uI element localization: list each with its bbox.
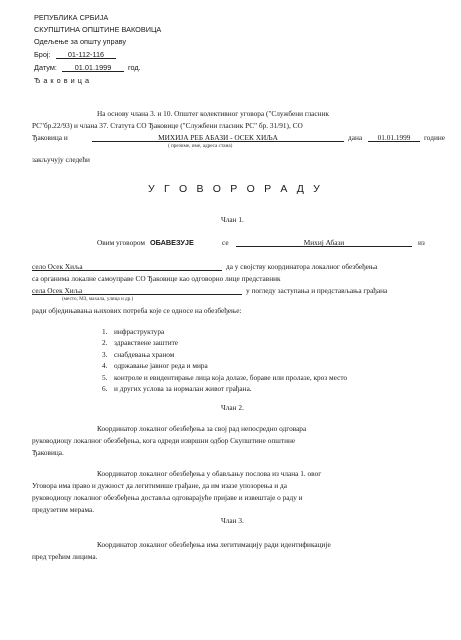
header-city: Ђ а к о в и ц а xyxy=(34,76,90,85)
article-1-heading: Члан 1. xyxy=(221,215,244,224)
article-1-represented-place: села Осек Хиља xyxy=(32,287,242,295)
intro-line-3-end: године xyxy=(424,133,446,142)
article-1-p1-rest: да у својству координатора локалног обезбеђења xyxy=(226,262,378,271)
intro-caption: ( презиме, име, адреса стана) xyxy=(168,143,233,149)
article-2-p2-line-2: Уговора има право и дужност да легитимише грађане, да им изазе упозорења и да xyxy=(32,481,287,490)
header-date-value: 01.01.1999 xyxy=(62,64,124,72)
article-1-se: се xyxy=(222,238,229,247)
article-1-obligation: ОБАВЕЗУЈЕ xyxy=(150,238,194,247)
article-2-p2-line-3: руководиоцу локалног обезбеђења доставља одговарајуће пријаве и извештаје о раду и xyxy=(32,493,303,502)
list-item: 4. одржавање јавног реда и мира xyxy=(102,361,208,371)
header-number-label: Број: xyxy=(34,50,51,59)
article-2-p1-line-1: Координатор локалног обезбеђења за свој рад непосредно одговара xyxy=(97,424,307,433)
article-1-p4: ради обједињавања њихових потреба које се односе на обезбеђење: xyxy=(32,306,242,315)
article-1-p1-start: Овим уговором xyxy=(97,238,145,247)
article-1-place: село Осек Хиља xyxy=(32,263,222,271)
header-republic: РЕПУБЛИКА СРБИЈА xyxy=(34,13,109,22)
article-2-p2-line-4: предузетим мерама. xyxy=(32,505,95,514)
intro-line-3-start: Ђаковица и xyxy=(32,133,68,142)
list-item: 2. здравствене заштите xyxy=(102,338,179,348)
article-2-heading: Члан 2. xyxy=(221,403,244,412)
header-date-label: Датум: xyxy=(34,63,57,72)
article-3-line-2: пред трећим лицима. xyxy=(32,552,98,561)
intro-line-4: закључују следећи xyxy=(32,155,90,164)
header-department: Одељење за општу управу xyxy=(34,37,126,46)
header-assembly: СКУПШТИНА ОПШТИНЕ ВАКОВИЦА xyxy=(34,25,162,34)
intro-line-3-mid: дана xyxy=(348,133,363,142)
article-1-p2: са органима локалне самоуправе СО Ђаковице као одговорно лице представник xyxy=(32,274,281,283)
header-number-value: 01-112-116 xyxy=(56,51,116,59)
list-item: 1. инфраструктура xyxy=(102,327,165,336)
intro-line-2: РС"бр.22/93) и члана 37. Статута СО Ђаковице ("Службени гласник РС" бр. 31/91), СО xyxy=(32,121,303,130)
intro-line-1: На основу члана 3. и 10. Општег колективног уговора ("Службени гласник xyxy=(97,109,329,118)
list-item: 5. контроле и евидентирање лица која долазе, бораве или пролазе, кроз место xyxy=(102,372,348,382)
article-2-p1-line-3: Ђаковица. xyxy=(32,448,64,457)
article-1-coordinator-name: Михиј Абази xyxy=(236,239,412,247)
security-areas-list xyxy=(102,327,347,395)
intro-party-name: МИХИЈА РЕБ АБАЗИ - ОСЕК ХИЉА xyxy=(92,134,344,142)
header-date-suffix: год. xyxy=(128,63,141,72)
article-3-heading: Члан 3. xyxy=(221,516,244,525)
list-item: 6. и других услова за нормалан живот грађана. xyxy=(102,383,252,393)
article-1-caption: (место, МЗ, махала, улица и др.) xyxy=(62,296,134,302)
article-1-p3-rest: у погледу заступања и представљања грађана xyxy=(246,286,388,295)
article-2-p1-line-2: руководиоцу локалног обезбеђења, кога одреди извршни одбор Скупштине општине xyxy=(32,436,296,445)
article-3-line-1: Координатор локалног обезбеђења има легитимацију ради идентификације xyxy=(97,540,331,549)
article-2-p2-line-1: Координатор локалног обезбеђења у обављању послова из члана 1. овог xyxy=(97,469,322,478)
intro-contract-date: 01.01.1999 xyxy=(368,134,420,142)
document-title: У Г О В О Р О Р А Д У xyxy=(148,183,324,195)
list-item: 3. снабдевања храном xyxy=(102,349,175,359)
article-1-iz: из xyxy=(418,238,425,247)
